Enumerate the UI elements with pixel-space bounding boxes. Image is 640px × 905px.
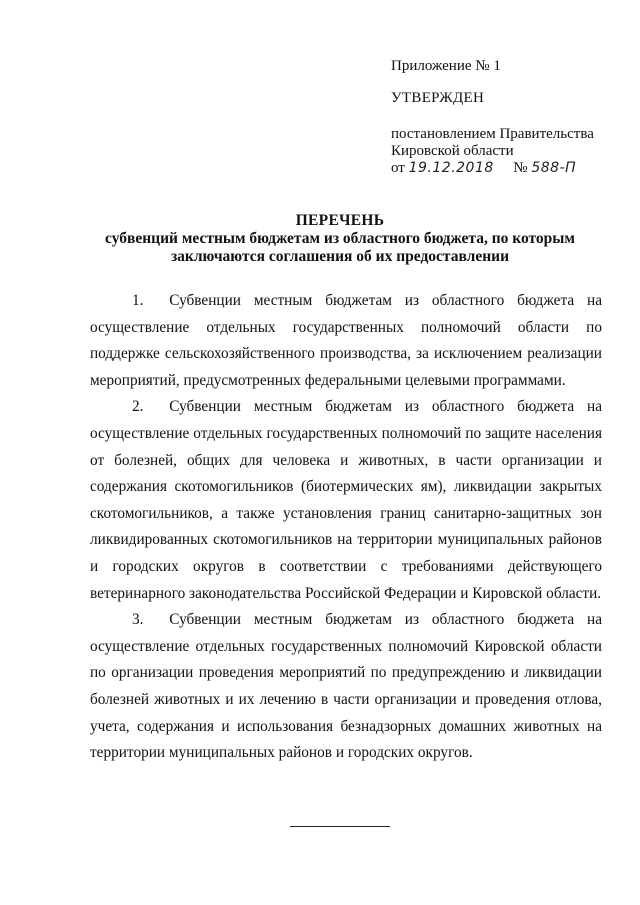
list-item [90, 288, 602, 394]
item-number: 3. [132, 611, 144, 629]
date-prefix: от [391, 160, 405, 176]
number-prefix: № [513, 160, 528, 176]
title-main: ПЕРЕЧЕНЬ [295, 212, 385, 229]
approved-label: УТВЕРЖДЕН [391, 90, 485, 106]
list-item [90, 607, 602, 767]
approval-stamp [391, 58, 631, 177]
title-line-1: субвенций местным бюджетам из областного бюджета, по которым [105, 230, 575, 247]
date-number-line [391, 160, 631, 177]
item-number: 2. [132, 398, 144, 416]
handwritten-number: 588-П [531, 160, 577, 176]
end-divider [290, 826, 390, 827]
item-text: Субвенции местным бюджетам из областного бюджета на осуществление отдельных государственных полномочий Кировской области по организации проведения мероприятий по предупреждению и ликвидации болезней животных и их лечению в части организации и проведения отлова, учета, содержания и использования безнадзорных домашних животных на территории муниципальных районов и городских округов. [90, 611, 602, 762]
issuer-line-2: Кировской области [391, 143, 514, 159]
item-number: 1. [132, 292, 144, 309]
issuer-line-1: постановлением Правительства [391, 126, 594, 142]
handwritten-date: 19.12.2018 [408, 160, 494, 176]
list-item [90, 394, 602, 607]
title-line-2: заключаются соглашения об их предоставлении [170, 248, 510, 265]
document-body [90, 288, 602, 767]
item-text: Субвенции местным бюджетам из областного бюджета на осуществление отдельных государственных полномочий области по поддержке сельскохозяйственного производства, за исключением реализации мероприятий, предусмотренных федеральными целевыми программами. [90, 292, 602, 389]
item-text: Субвенции местным бюджетам из областного бюджета на осуществление отдельных государственных полномочий по защите населения от болезней, общих для человека и животных, в части организации и содержания скотомогильников (биотермических ям), ликвидации закрытых скотомогильников, а также установления границ санитарно-защитных зон ликвидированных скотомогильников на территории муниципальных районов и городских округов в соответствии с требованиями действующего ветеринарного законодательства Российской Федерации и Кировской области. [90, 398, 602, 602]
appendix-label: Приложение № 1 [391, 58, 501, 74]
document-title [90, 212, 590, 266]
